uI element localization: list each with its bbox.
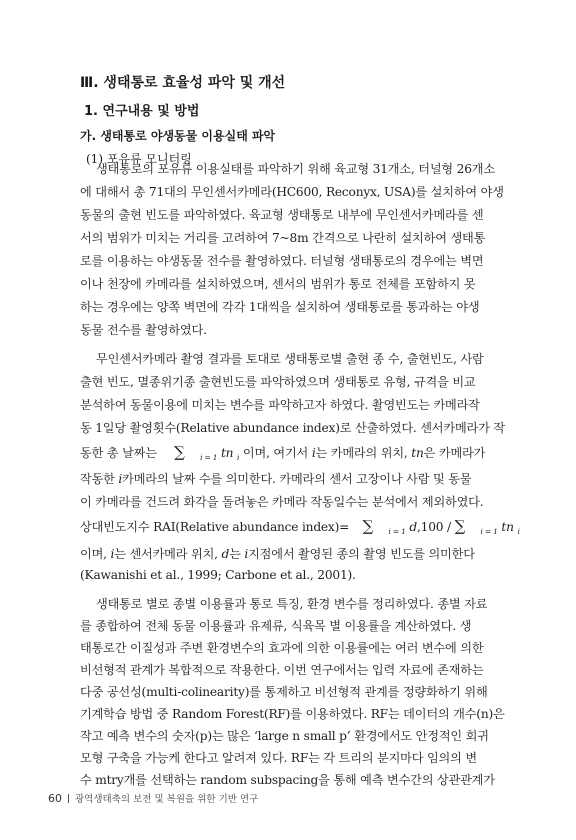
heading-item: (1) 포유류 모니터링 bbox=[86, 152, 192, 166]
text-line: 를 종합하여 전체 동물 이용률과 유제류, 식육목 별 이용률을 계산하였다. 생 bbox=[80, 619, 472, 633]
text-line bbox=[80, 545, 500, 562]
text-line: 분석하여 동물이용에 미치는 변수를 파악하고자 하였다. 촬영빈도는 카메라작 bbox=[80, 398, 480, 412]
formula-text: 는 카메라의 위치, bbox=[315, 446, 408, 460]
text-line: 생태통로의 포유류 이용실태를 파악하기 위해 육교형 31개소, 터널형 26개소 bbox=[96, 162, 495, 176]
text-line: 동물의 출현 빈도를 파악하였다. 육교형 생태통로 내부에 무인센서카메라를 센 bbox=[80, 208, 484, 222]
formula-subscript: i bbox=[237, 453, 240, 462]
text-line: 수 mtry개를 선택하는 random subspacing을 통해 예측 변수간의 상관관계가 bbox=[80, 773, 495, 787]
text-fragment: 지점에서 촬영된 종의 촬영 빈도를 의미한다 bbox=[248, 547, 475, 561]
text-line: 출현 빈도, 멸종위기종 출현빈도를 파악하였으며 생태통로 유형, 규격을 비교 bbox=[80, 375, 476, 389]
formula-subscript: i = 1 bbox=[388, 527, 406, 536]
text-line: 하는 경우에는 양쪽 벽면에 각각 1대씩을 설치하여 생태통로를 통과하는 야생 bbox=[80, 300, 480, 314]
text-fragment: 는 센서카메라 위치, bbox=[114, 547, 218, 561]
text-line bbox=[80, 470, 500, 487]
text-line: 생태통로 별로 종별 이용률과 통로 특징, 환경 변수를 정리하였다. 종별 자료 bbox=[96, 597, 488, 611]
formula-text: 이며, 여기서 bbox=[242, 446, 309, 460]
formula-subscript: i = 1 bbox=[200, 453, 218, 462]
text-line: 서의 범위가 미치는 거리를 고려하여 7~8m 간격으로 나란히 설치하여 생태통 bbox=[80, 231, 486, 245]
footer-divider bbox=[68, 794, 69, 803]
formula-variable: tn bbox=[501, 520, 514, 534]
text-line: 작고 예측 변수의 숫자(p)는 많은 ‘large n small p’ 환경에서도 안정적인 회귀 bbox=[80, 729, 489, 743]
formula-text: 상대빈도지수 RAI(Relative abundance index)= bbox=[80, 520, 350, 534]
formula-variable: d bbox=[409, 520, 417, 534]
text-line: 무인센서카메라 촬영 결과를 토대로 생태통로별 출현 종 수, 출현빈도, 사람 bbox=[96, 352, 484, 366]
sigma-symbol: ∑ bbox=[362, 517, 374, 535]
text-fragment: 이며, bbox=[80, 547, 107, 561]
text-fragment: 작동한 bbox=[80, 472, 115, 486]
formula-variable: i bbox=[311, 446, 316, 460]
text-fragment: 는 bbox=[229, 547, 241, 561]
formula-variable: tn bbox=[411, 446, 424, 460]
formula-subscript: i = 1 bbox=[480, 527, 498, 536]
heading-subsection: 가. 생태통로 야생동물 이용실태 파악 bbox=[80, 129, 276, 143]
text-line: 이 카메라를 건드려 화각을 돌려놓은 카메라 작동일수는 분석에서 제외하였다. bbox=[80, 495, 484, 509]
formula-variable: tn bbox=[220, 446, 234, 460]
sigma-symbol: ∑ bbox=[454, 517, 466, 535]
page-footer bbox=[48, 791, 258, 805]
formula-subscript: i bbox=[517, 527, 520, 536]
heading-chapter: Ⅲ. 생태통로 효율성 파악 및 개선 bbox=[80, 75, 286, 91]
text-line: 동 1일당 촬영횟수(Relative abundance index)로 산출하였다. 센서카메라가 작 bbox=[80, 421, 505, 435]
text-line: 에 대해서 총 71대의 무인센서카메라(HC600, Reconyx, USA)를 설치하여 야생 bbox=[80, 185, 504, 199]
heading-section: 1. 연구내용 및 방법 bbox=[84, 104, 200, 119]
formula-variable: i bbox=[118, 472, 123, 486]
text-line: 태통로간 이질성과 주변 환경변수의 효과에 의한 이용률에는 여러 변수에 의한 bbox=[80, 641, 484, 655]
text-fragment: 카메라의 날짜 수를 의미한다. 카메라의 센서 고장이나 사람 및 동물 bbox=[122, 472, 472, 486]
text-line: 로를 이용하는 야생동물 전수를 촬영하였다. 터널형 생태통로의 경우에는 벽면 bbox=[80, 254, 484, 268]
page-number: 60 bbox=[48, 792, 62, 805]
formula-line-2 bbox=[80, 517, 520, 536]
formula-line-1 bbox=[80, 443, 485, 462]
text-line: 비선형적 관계가 복합적으로 작용한다. 이번 연구에서는 입력 자료에 존재하는 bbox=[80, 663, 484, 677]
text-line: 다중 공선성(multi-colinearity)를 통제하고 비선형적 관계를 정량화하기 위해 bbox=[80, 685, 488, 699]
formula-variable: i bbox=[244, 547, 249, 561]
formula-variable: d bbox=[221, 547, 230, 561]
formula-variable: i bbox=[110, 547, 115, 561]
text-line: 동물 전수를 촬영하였다. bbox=[80, 323, 207, 337]
formula-text: 은 카메라가 bbox=[423, 446, 486, 460]
text-line: 이나 천장에 카메라를 설치하였으며, 센서의 범위가 통로 전체를 포함하지 못 bbox=[80, 277, 476, 291]
footer-title: 광역생태축의 보전 및 복원을 위한 기반 연구 bbox=[75, 794, 259, 805]
formula-text: 동한 총 날짜는 bbox=[80, 446, 157, 460]
sigma-symbol: ∑ bbox=[174, 443, 185, 461]
text-line: (Kawanishi et al., 1999; Carbone et al., 2001). bbox=[80, 568, 356, 582]
text-line: 기계학습 방법 중 Random Forest(RF)를 이용하였다. RF는 데이터의 개수(n)은 bbox=[80, 707, 505, 721]
text-line: 모형 구축을 가능케 한다고 알려져 있다. RF는 각 트리의 분지마다 임의의 변 bbox=[80, 751, 477, 765]
formula-text: ,100 / bbox=[416, 520, 451, 534]
